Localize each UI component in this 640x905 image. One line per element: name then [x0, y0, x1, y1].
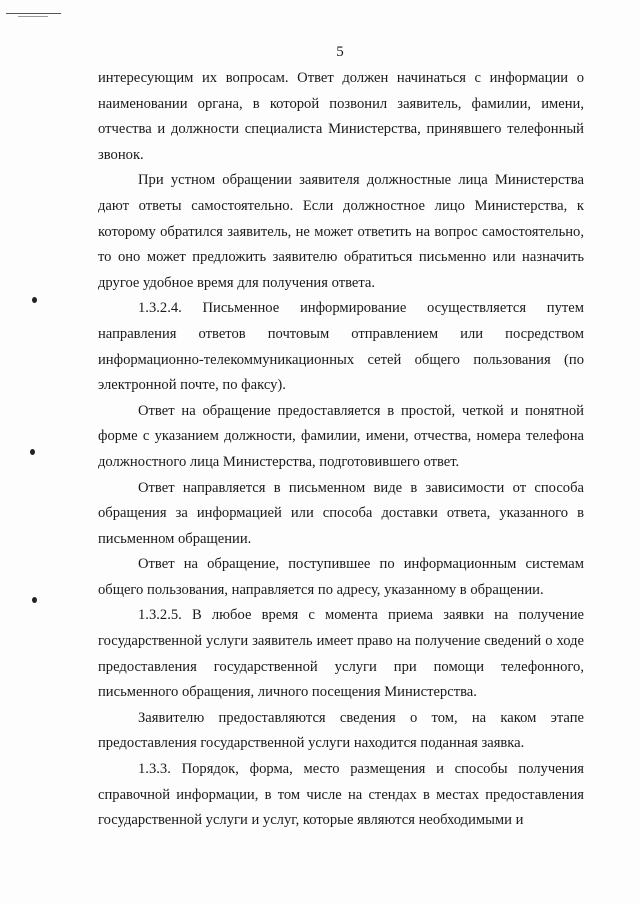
punch-hole-mark [32, 597, 37, 603]
paragraph: 1.3.2.5. В любое время с момента приема заявки на получение государственной услуги заявитель имеет право на получение сведений о ходе предоставления государственной услуги при помощи телефонного, письменного обращения, личного посещения Министерства. [98, 607, 584, 701]
paragraph: Ответ на обращение предоставляется в простой, четкой и понятной форме с указанием должности, фамилии, имени, отчества, номера телефона должностного лица Министерства, подготовившего ответ. [98, 402, 584, 470]
paragraph: интересующим их вопросам. Ответ должен начинаться с информации о наименовании органа, в которой позвонил заявитель, фамилии, имени, отчества и должности специалиста Министерства, принявшего телефонный звонок. [98, 70, 584, 163]
punch-hole-mark [32, 297, 37, 303]
paragraph: Ответ на обращение, поступившее по информационным системам общего пользования, направляется по адресу, указанному в обращении. [98, 556, 584, 598]
scan-artifact-line [18, 16, 48, 17]
paragraph: При устном обращении заявителя должностные лица Министерства дают ответы самостоятельно. Если должностное лицо Министерства, к которому обратился заявитель, не может ответить на вопрос самостоятельно, то оно может предложить заявителю обратиться письменно или назначить другое удобное время для получения ответа. [98, 172, 584, 291]
body-text [98, 66, 584, 834]
paragraph: 1.3.2.4. Письменное информирование осуществляется путем направления ответов почтовым отправлением или посредством информационно-телекоммуникационных сетей общего пользования (по электронной почте, по факсу). [98, 300, 584, 394]
scan-artifact-line [6, 13, 61, 14]
page-number: 5 [336, 44, 344, 60]
paragraph: Заявителю предоставляются сведения о том, на каком этапе предоставления государственной услуги находится поданная заявка. [98, 709, 584, 752]
paragraph: 1.3.3. Порядок, форма, место размещения и способы получения справочной информации, в том числе на стендах в местах предоставления государственной услуги и услуг, которые являются необходимыми и [98, 761, 584, 829]
punch-hole-mark [30, 449, 35, 455]
paragraph: Ответ направляется в письменном виде в зависимости от способа обращения за информацией или способа доставки ответа, указанного в письменном обращении. [98, 479, 584, 547]
